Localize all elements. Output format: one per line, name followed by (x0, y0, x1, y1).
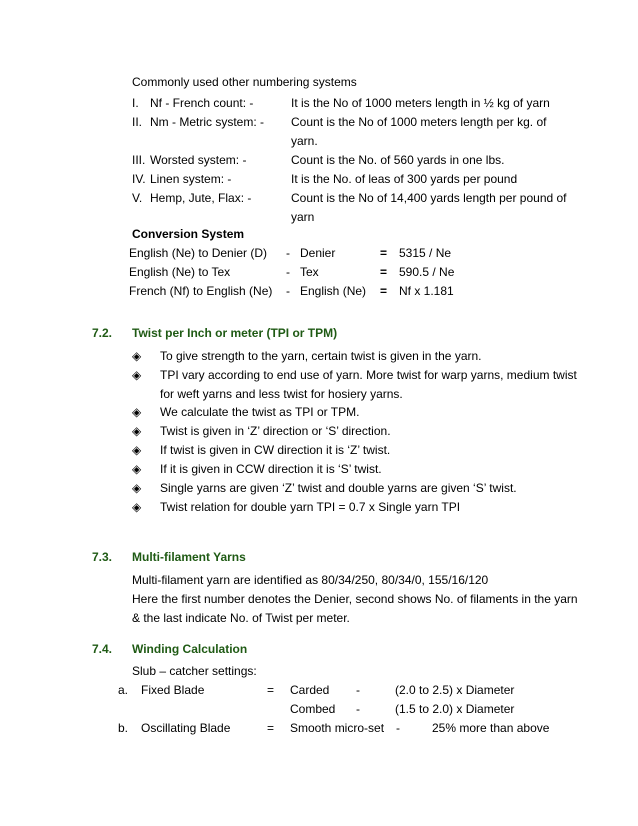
row-equals: = (267, 683, 275, 697)
paragraph-line: Multi-filament yarn are identified as 80/34/250, 80/34/0, 155/16/120 (132, 573, 489, 587)
section-number: 7.4. (92, 642, 113, 656)
blade-label: Fixed Blade (141, 683, 205, 697)
paragraph-line: & the last indicate No. of Twist per meter. (132, 611, 350, 625)
row-equals: = (267, 721, 275, 735)
diamond-bullet-icon: ◈ (132, 405, 142, 419)
sliver-type: Combed (290, 702, 336, 716)
system-numeral: II. (132, 115, 143, 129)
list-item: If twist is given in CW direction it is ‘Z’ twist. (160, 443, 391, 457)
section-title: Multi-filament Yarns (132, 550, 246, 564)
system-description: Count is the No of 1000 meters length per kg. of (291, 115, 547, 129)
system-name: Worsted system: - (150, 153, 247, 167)
list-item: Twist is given in ‘Z’ direction or ‘S’ direction. (160, 424, 391, 438)
system-name: Nf - French count: - (150, 96, 254, 110)
conversion-equals: = (380, 246, 388, 260)
system-name: Hemp, Jute, Flax: - (150, 191, 252, 205)
system-description: yarn (291, 210, 315, 224)
system-description: Count is the No of 14,400 yards length per pound of (291, 191, 567, 205)
system-description: It is the No. of leas of 300 yards per pound (291, 172, 518, 186)
list-item: We calculate the twist as TPI or TPM. (160, 405, 360, 419)
paragraph-line: Here the first number denotes the Denier, second shows No. of filaments in the yarn (132, 592, 578, 606)
diamond-bullet-icon: ◈ (132, 443, 142, 457)
conversion-dash: - (286, 246, 290, 260)
row-dash: - (396, 721, 400, 735)
diamond-bullet-icon: ◈ (132, 462, 142, 476)
slub-catcher-intro: Slub – catcher settings: (132, 664, 257, 678)
blade-label: Oscillating Blade (141, 721, 231, 735)
conversion-unit: Tex (300, 265, 319, 279)
list-item: TPI vary according to end use of yarn. More twist for warp yarns, medium twist (160, 368, 577, 382)
diamond-bullet-icon: ◈ (132, 481, 142, 495)
conversion-from: English (Ne) to Denier (D) (129, 246, 268, 260)
setting-value: (1.5 to 2.0) x Diameter (395, 702, 515, 716)
system-numeral: V. (132, 191, 143, 205)
sliver-type: Smooth micro-set (290, 721, 385, 735)
section-title: Winding Calculation (132, 642, 248, 656)
system-description: yarn. (291, 134, 318, 148)
list-item: If it is given in CCW direction it is ‘S’ twist. (160, 462, 382, 476)
sliver-type: Carded (290, 683, 330, 697)
diamond-bullet-icon: ◈ (132, 349, 142, 363)
system-name: Linen system: - (150, 172, 232, 186)
row-letter: b. (118, 721, 129, 735)
conversion-equals: = (380, 265, 388, 279)
diamond-bullet-icon: ◈ (132, 368, 142, 382)
system-numeral: III. (132, 153, 146, 167)
row-dash: - (356, 683, 360, 697)
setting-value: 25% more than above (432, 721, 550, 735)
conversion-from: English (Ne) to Tex (129, 265, 231, 279)
list-item: Single yarns are given ‘Z’ twist and double yarns are given ‘S’ twist. (160, 481, 517, 495)
system-name: Nm - Metric system: - (150, 115, 264, 129)
section-number: 7.2. (92, 326, 113, 340)
row-letter: a. (118, 683, 129, 697)
setting-value: (2.0 to 2.5) x Diameter (395, 683, 515, 697)
section-number: 7.3. (92, 550, 113, 564)
conversion-unit: Denier (300, 246, 336, 260)
conversion-heading: Conversion System (132, 227, 245, 241)
numbering-intro: Commonly used other numbering systems (132, 75, 357, 89)
diamond-bullet-icon: ◈ (132, 500, 142, 514)
row-dash: - (356, 702, 360, 716)
system-numeral: I. (132, 96, 139, 110)
conversion-value: 5315 / Ne (399, 246, 452, 260)
list-item: To give strength to the yarn, certain twist is given in the yarn. (160, 349, 482, 363)
diamond-bullet-icon: ◈ (132, 424, 142, 438)
conversion-equals: = (380, 284, 388, 298)
system-description: It is the No of 1000 meters length in ½ kg of yarn (291, 96, 550, 110)
conversion-from: French (Nf) to English (Ne) (129, 284, 273, 298)
conversion-dash: - (286, 265, 290, 279)
conversion-value: Nf x 1.181 (399, 284, 454, 298)
list-item: Twist relation for double yarn TPI = 0.7 x Single yarn TPI (160, 500, 461, 514)
system-description: Count is the No. of 560 yards in one lbs. (291, 153, 505, 167)
conversion-dash: - (286, 284, 290, 298)
list-item: for weft yarns and less twist for hosiery yarns. (160, 387, 403, 401)
section-title: Twist per Inch or meter (TPI or TPM) (132, 326, 338, 340)
conversion-unit: English (Ne) (300, 284, 367, 298)
system-numeral: IV. (132, 172, 146, 186)
conversion-value: 590.5 / Ne (399, 265, 455, 279)
